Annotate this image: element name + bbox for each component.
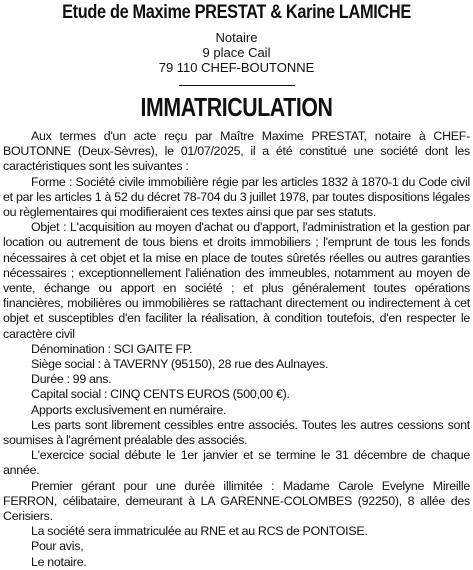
office-street: 9 place Cail <box>202 45 271 60</box>
office-address-block <box>3 30 470 75</box>
transfer-paragraph: Les parts sont librement cessibles entre associés. Toutes les autres cessions sont soumises à l'agrément préalable des associés. <box>3 417 470 448</box>
office-title: Etude de Maxime PRESTAT & Karine LAMICHE <box>62 2 411 23</box>
registered-office-line: Siège social : à TAVERNY (95150), 28 rue des Aulnayes. <box>31 357 329 372</box>
title-separator <box>179 85 295 86</box>
office-city: 79 110 CHEF-BOUTONNE <box>158 60 315 75</box>
notice-title: IMMATRICULATION <box>140 92 333 122</box>
contributions-line: Apports exclusivement en numéraire. <box>31 402 227 417</box>
notice-body <box>3 129 470 570</box>
office-role: Notaire <box>215 30 258 45</box>
form-paragraph: Forme : Société civile immobilière régie par les articles 1832 à 1870-1 du Code civil et par les articles 1 à 52 du décret 78-704 du 3 juillet 1978, par toutes dispositions légales ou règlementaires qui modifieraient ces textes ainsi que par ses statuts. <box>3 174 470 220</box>
registration-line: La société sera immatriculée au RNE et au RCS de PONTOISE. <box>31 524 368 539</box>
signature-line: Le notaire. <box>31 554 87 569</box>
company-name-line: Dénomination : SCI GAITE FP. <box>31 341 193 356</box>
fiscal-year-paragraph: L'exercice social débute le 1er janvier et se termine le 31 décembre de chaque année. <box>3 448 470 478</box>
duration-line: Durée : 99 ans. <box>31 372 112 387</box>
manager-paragraph: Premier gérant pour une durée illimitée : Madame Carole Evelyne Mireille FERRON, célibataire, demeurant à LA GARENNE-COLOMBES (92250), 8 allée des Cerisiers. <box>3 478 470 524</box>
closing-line: Pour avis, <box>31 539 84 554</box>
object-paragraph: Objet : L'acquisition au moyen d'achat ou d'apport, l'administration et la gestion par location ou autrement de tous biens et droits immobiliers ; l'emprunt de tous les fonds nécessaires à cet objet et la mise en place de toutes sûretés réelles ou autres garanties nécessaires ; exceptionnellement l'aliénation des immeubles, notamment au moyen de vente, échange ou apport en société ; et plus généralement toutes opérations financières, mobilières ou immobilières se rattachant directement ou indirectement à cet objet et susceptibles d'en faciliter la réalisation, à condition toutefois, d'en respecter le caractère civil <box>3 220 470 341</box>
intro-paragraph: Aux termes d'un acte reçu par Maître Maxime PRESTAT, notaire à CHEF-BOUTONNE (Deux-Sèvres), le 01/07/2025, il a été constitué une société dont les caractéristiques sont les suivantes : <box>3 129 470 174</box>
capital-line: Capital social : CINQ CENTS EUROS (500,00 €). <box>31 387 290 402</box>
